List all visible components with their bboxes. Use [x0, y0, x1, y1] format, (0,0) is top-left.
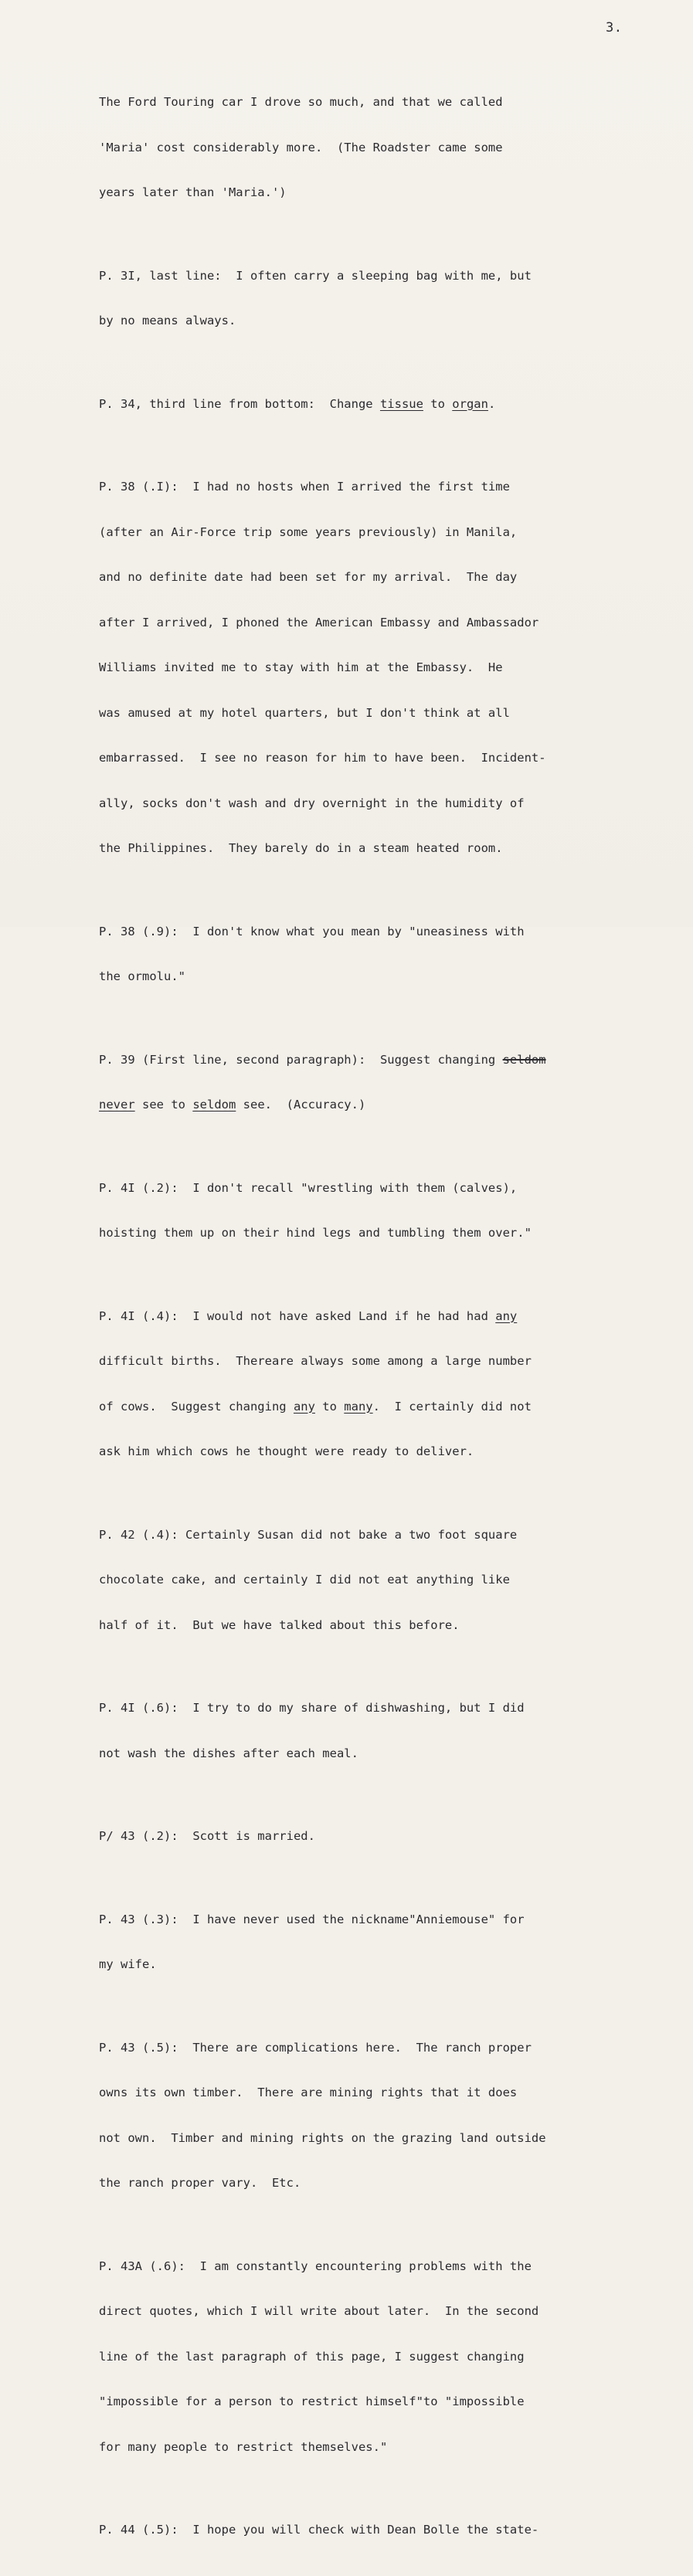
paragraph-p31: [99, 239, 632, 359]
underlined-word: tissue: [379, 396, 423, 411]
underlined-word: many: [344, 1399, 373, 1414]
text-line: P. 44 (.5): I hope you will check with Dean Bolle the state-: [99, 2523, 539, 2537]
text-run: P. 39 (First line, second paragraph): Suggest changing: [99, 1052, 503, 1067]
paragraph-p43-2: [99, 1799, 632, 1875]
paragraph-p44-5: [99, 2493, 632, 2568]
text-run: see. (Accuracy.): [236, 1098, 366, 1112]
paragraph-p42-4: [99, 1498, 632, 1664]
text-run: .: [487, 396, 496, 411]
paragraph-p41-6: [99, 1671, 632, 1791]
text-line: not own. Timber and mining rights on the grazing land outside: [99, 2130, 546, 2145]
text-line: "impossible for a person to restrict himself"to "impossible: [99, 2394, 525, 2408]
text-line: the ranch proper vary. Etc.: [99, 2176, 301, 2190]
text-line: for many people to restrict themselves.": [99, 2439, 388, 2454]
text-line: ask him which cows he thought were ready to deliver.: [99, 1444, 474, 1458]
text-line: owns its own timber. There are mining rights that it does: [99, 2086, 518, 2099]
text-line: [99, 397, 632, 412]
text-line: P/ 43 (.2): Scott is married.: [99, 1829, 315, 1843]
text-run: of cows. Suggest changing: [99, 1399, 294, 1414]
text-line: P. 43A (.6): I am constantly encountering problems with the: [99, 2259, 532, 2273]
text-line: and no definite date had been set for my arrival. The day: [99, 570, 518, 584]
paragraph-ford-touring-car: [99, 65, 632, 231]
text-run: P. 34, third line from bottom: Change: [99, 396, 380, 411]
page-number: 3.: [606, 20, 623, 36]
text-line: not wash the dishes after each meal.: [99, 1746, 358, 1760]
text-line: embarrassed. I see no reason for him to have been. Incident-: [99, 751, 546, 765]
text-line: [99, 1098, 632, 1113]
text-line: The Ford Touring car I drove so much, and that we called: [99, 95, 503, 109]
text-line: Williams invited me to stay with him at the Embassy. He: [99, 660, 503, 674]
text-line: after I arrived, I phoned the American Embassy and Ambassador: [99, 615, 539, 630]
text-line: P. 43 (.5): There are complications here. The ranch proper: [99, 2040, 532, 2055]
text-line: half of it. But we have talked about this before.: [99, 1617, 460, 1632]
underlined-word: any: [293, 1399, 315, 1414]
text-run: P. 4I (.4): I would not have asked Land if he had had: [99, 1308, 496, 1323]
text-line: P. 4I (.6): I try to do my share of dishwashing, but I did: [99, 1701, 525, 1715]
text-line: (after an Air-Force trip some years previously) in Manila,: [99, 524, 518, 539]
text-line: was amused at my hotel quarters, but I don't think at all: [99, 705, 510, 720]
text-line: difficult births. Thereare always some among a large number: [99, 1354, 532, 1368]
text-line: 'Maria' cost considerably more. (The Roadster came some: [99, 140, 503, 154]
paragraph-p43-5: [99, 2011, 632, 2221]
text-line: the ormolu.": [99, 969, 185, 983]
paragraph-p38-9: [99, 894, 632, 1015]
paragraph-p41-2: [99, 1151, 632, 1271]
text-line: by no means always.: [99, 314, 236, 328]
paragraph-p43a-6: [99, 2229, 632, 2486]
text-run: to: [423, 396, 453, 411]
text-line: hoisting them up on their hind legs and tumbling them over.": [99, 1226, 532, 1240]
text-line: the Philippines. They barely do in a steam heated room.: [99, 841, 503, 855]
paragraph-p43-3: [99, 1882, 632, 2003]
text-line: my wife.: [99, 1957, 157, 1971]
letter-body: [99, 65, 632, 2576]
text-line: P. 4I (.2): I don't recall "wrestling with them (calves),: [99, 1180, 518, 1195]
underlined-word: never: [99, 1098, 135, 1112]
text-line: P. 38 (.I): I had no hosts when I arrived the first time: [99, 480, 510, 494]
paragraph-p39: [99, 1023, 632, 1143]
text-line: P. 3I, last line: I often carry a sleeping bag with me, but: [99, 268, 532, 283]
text-line: P. 43 (.3): I have never used the nickname"Anniemouse" for: [99, 1912, 525, 1926]
underlined-word: seldom: [192, 1098, 236, 1112]
text-line: chocolate cake, and certainly I did not eat anything like: [99, 1573, 510, 1587]
text-run: to: [314, 1399, 345, 1414]
paragraph-p34: [99, 367, 632, 443]
paragraph-p41-4: [99, 1279, 632, 1490]
text-line: line of the last paragraph of this page, I suggest changing: [99, 2349, 525, 2364]
struck-word: seldom: [502, 1052, 546, 1067]
underlined-word: organ: [452, 396, 488, 411]
text-line: [99, 1053, 632, 1068]
text-run: see to: [134, 1098, 193, 1112]
text-line: [99, 1400, 632, 1415]
text-line: P. 38 (.9): I don't know what you mean by "uneasiness with: [99, 924, 525, 938]
text-line: [99, 1309, 632, 1325]
text-line: years later than 'Maria.'): [99, 185, 287, 199]
underlined-word: any: [495, 1308, 518, 1323]
text-line: direct quotes, which I will write about later. In the second: [99, 2304, 539, 2318]
text-line: ally, socks don't wash and dry overnight in the humidity of: [99, 796, 525, 810]
text-line: P. 42 (.4): Certainly Susan did not bake a two foot square: [99, 1527, 518, 1542]
paragraph-p38-1: [99, 450, 632, 887]
text-run: . I certainly did not: [372, 1399, 532, 1414]
